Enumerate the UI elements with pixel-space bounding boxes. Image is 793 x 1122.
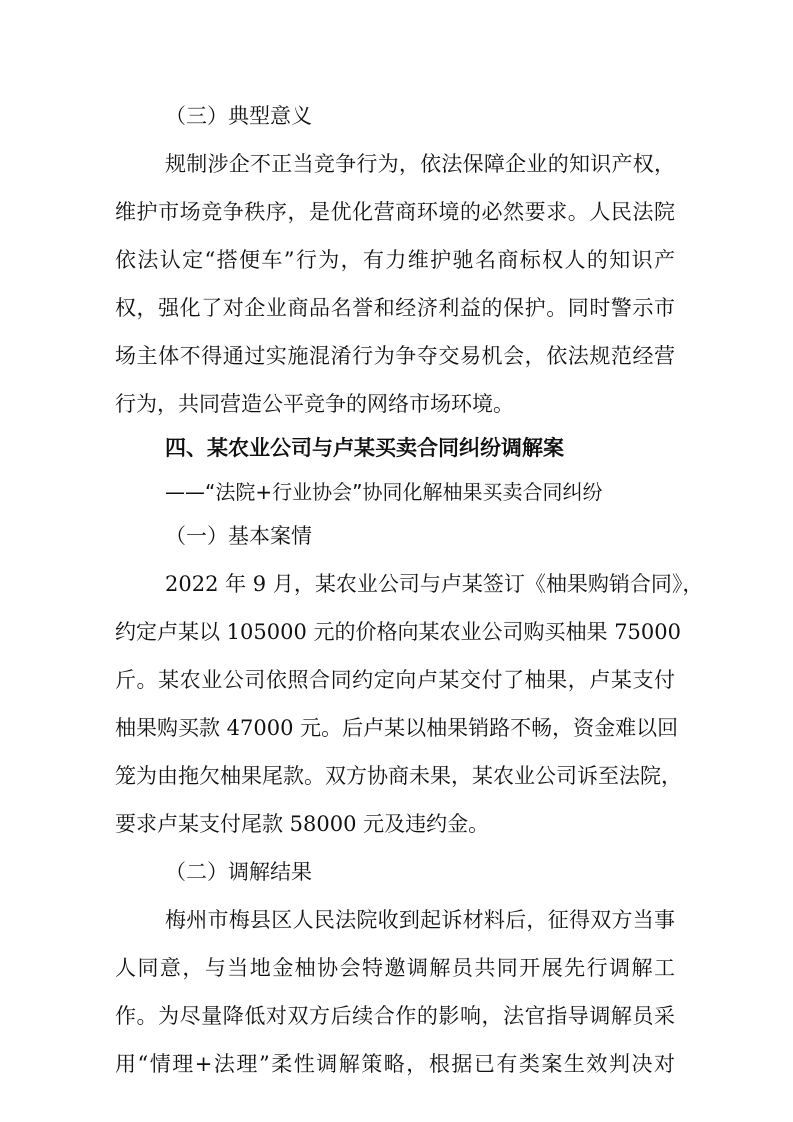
paragraph-line: 约定卢某以 105000 元的价格向某农业公司购买柚果 75000 [115,620,681,644]
paragraph-line: 规制涉企不正当竞争行为，依法保障企业的知识产权， [165,152,675,176]
case-title: 四、某农业公司与卢某买卖合同纠纷调解案 [165,436,564,460]
paragraph-line: 柚果购买款 47000 元。后卢某以柚果销路不畅，资金难以回 [115,716,679,740]
paragraph-line: 要求卢某支付尾款 58000 元及违约金。 [115,812,490,836]
case-subtitle: ——“法院+行业协会”协同化解柚果买卖合同纠纷 [165,480,603,504]
paragraph-line: 人同意，与当地金柚协会特邀调解员共同开展先行调解工 [115,956,675,980]
paragraph-line: 斤。某农业公司依照合同约定向卢某交付了柚果，卢某支付 [115,668,675,692]
paragraph-line: 维护市场竞争秩序，是优化营商环境的必然要求。人民法院 [115,200,675,224]
paragraph-line: 场主体不得通过实施混淆行为争夺交易机会，依法规范经营 [115,344,675,368]
paragraph-line: 2022 年 9 月，某农业公司与卢某签订《柚果购销合同》， [165,572,704,596]
paragraph-line: 笼为由拖欠柚果尾款。双方协商未果，某农业公司诉至法院， [115,764,682,788]
section-heading-result: （二）调解结果 [165,860,312,884]
paragraph-line: 梅州市梅县区人民法院收到起诉材料后，征得双方当事 [165,908,675,932]
paragraph-line: 行为，共同营造公平竞争的网络市场环境。 [115,392,514,416]
paragraph-line: 权，强化了对企业商品名誉和经济利益的保护。同时警示市 [115,296,675,320]
section-heading-significance: （三）典型意义 [165,104,312,128]
paragraph-line: 作。为尽量降低对双方后续合作的影响，法官指导调解员采 [115,1004,675,1028]
section-heading-facts: （一）基本案情 [165,524,312,548]
paragraph-line: 依法认定“搭便车”行为，有力维护驰名商标权人的知识产 [115,248,675,272]
paragraph-line: 用“情理+法理”柔性调解策略，根据已有类案生效判决对 [115,1052,675,1076]
